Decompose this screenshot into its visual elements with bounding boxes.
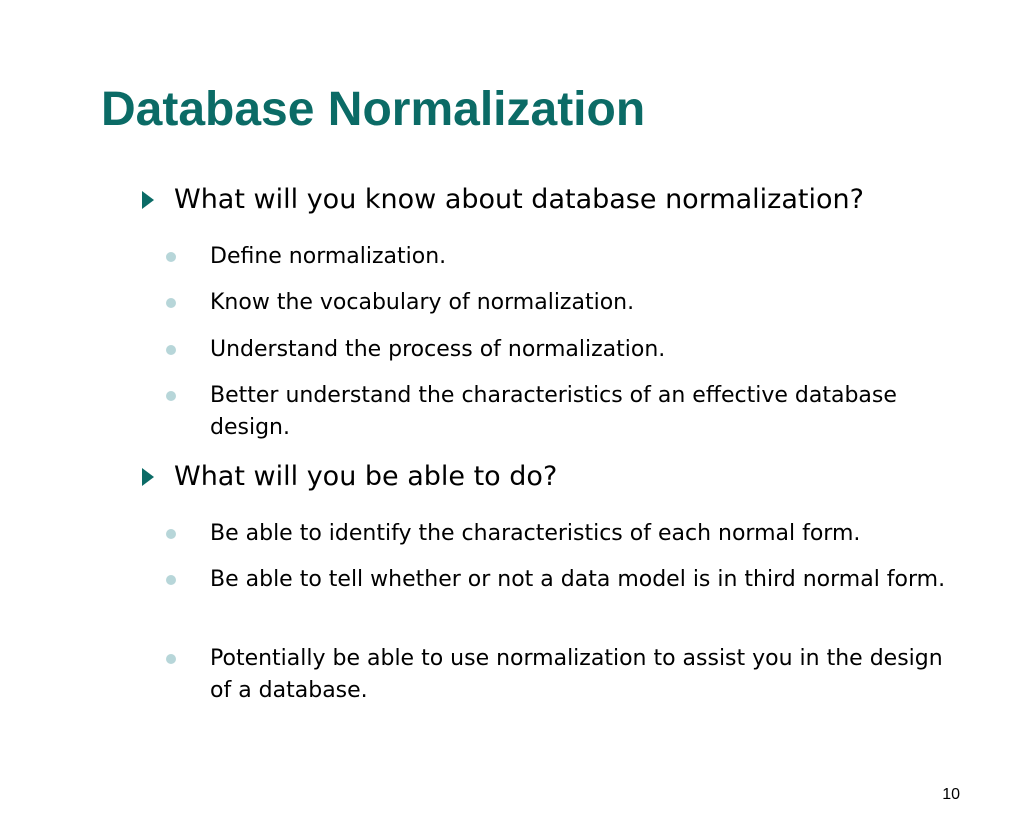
section-heading-text: What will you know about database normalization?	[174, 184, 864, 215]
section-heading-text: What will you be able to do?	[174, 461, 558, 492]
page-number: 10	[942, 786, 960, 803]
dot-bullet-icon	[166, 529, 176, 539]
dot-bullet-icon	[166, 654, 176, 664]
dot-bullet-icon	[166, 575, 176, 585]
slide-title: Database Normalization	[101, 83, 646, 136]
dot-bullet-icon	[166, 345, 176, 355]
list-item	[166, 287, 966, 319]
list-item	[166, 564, 966, 596]
section-heading-abilities	[142, 460, 972, 494]
list-item-text: Be able to tell whether or not a data model is in third normal form.	[210, 567, 946, 592]
list-item-text: Define normalization.	[210, 244, 447, 269]
list-item-text: Be able to identify the characteristics of each normal form.	[210, 521, 861, 546]
list-item-text: Know the vocabulary of normalization.	[210, 290, 635, 315]
list-item	[166, 380, 966, 444]
section-heading-knowledge	[142, 183, 972, 217]
dot-bullet-icon	[166, 391, 176, 401]
list-item-text: Potentially be able to use normalization to assist you in the design of a database.	[210, 646, 943, 703]
arrow-bullet-icon	[142, 191, 154, 209]
list-item	[166, 334, 966, 366]
dot-bullet-icon	[166, 252, 176, 262]
list-item-text: Understand the process of normalization.	[210, 337, 666, 362]
arrow-bullet-icon	[142, 468, 154, 486]
list-item	[166, 643, 966, 707]
list-item	[166, 241, 966, 273]
dot-bullet-icon	[166, 298, 176, 308]
list-item-text: Better understand the characteristics of an effective database design.	[210, 383, 897, 440]
list-item	[166, 518, 966, 550]
